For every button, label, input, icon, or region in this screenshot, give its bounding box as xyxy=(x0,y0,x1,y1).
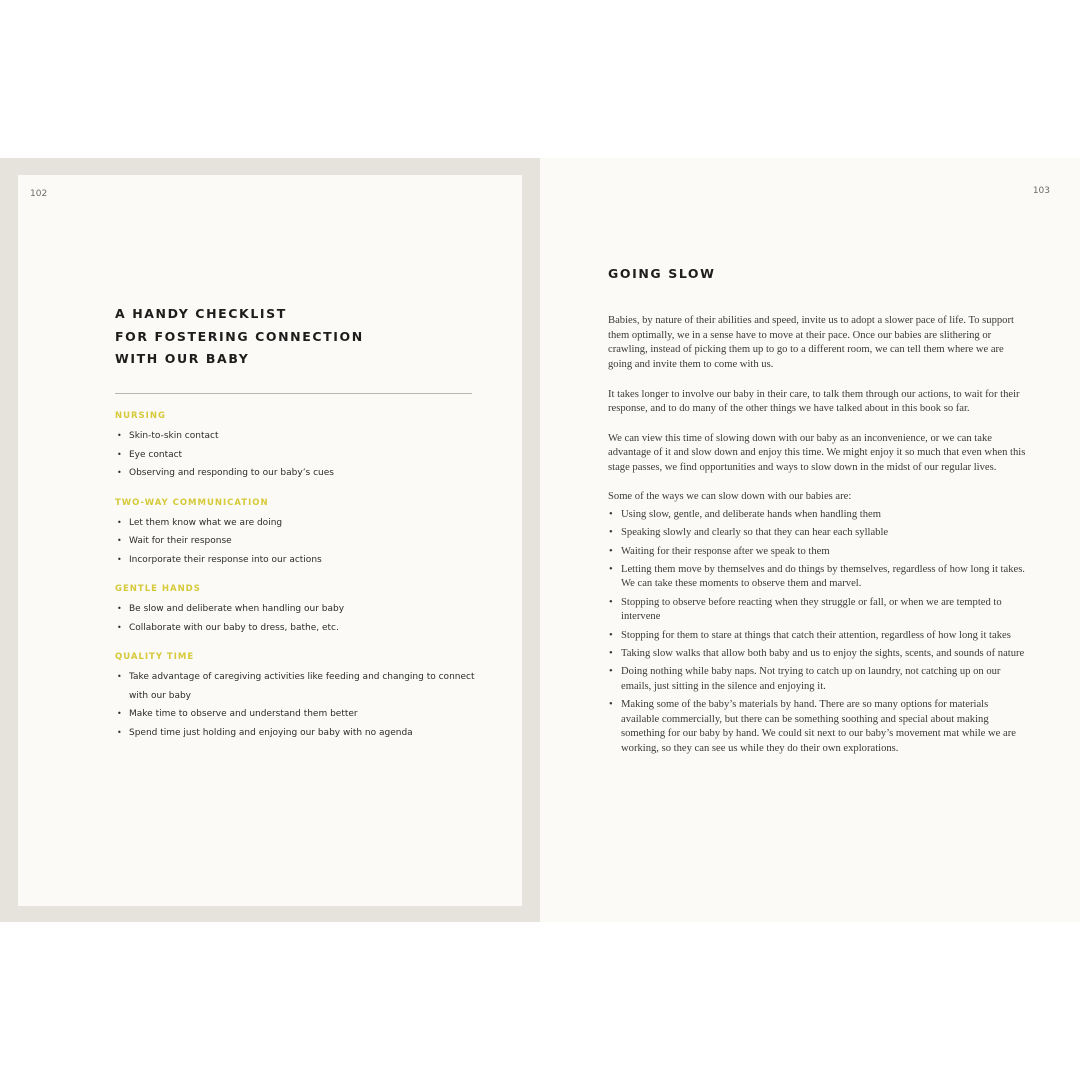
list-item: • Waiting for their response after we speak to them xyxy=(608,545,1028,560)
list-item: • Stopping for them to stare at things that catch their attention, regardless of how long it takes xyxy=(608,629,1028,644)
checklist-item: • Wait for their response xyxy=(115,532,475,551)
checklist-item: • Make time to observe and understand them better xyxy=(115,705,475,724)
list-item: • Doing nothing while baby naps. Not trying to catch up on laundry, not catching up on our emails, just sitting in the silence and enjoying it. xyxy=(608,665,1028,694)
checklist-title-line: WITH OUR BABY xyxy=(115,351,250,366)
page-number-right: 103 xyxy=(1032,186,1050,196)
checklist-title-line: FOR FOSTERING CONNECTION xyxy=(115,328,364,344)
checklist-item: • Spend time just holding and enjoying our baby with no agenda xyxy=(115,724,475,743)
checklist-item: • Skin-to-skin contact xyxy=(115,427,475,446)
paragraph: It takes longer to involve our baby in their care, to talk them through our actions, to wait for their response, and to do many of the other things we have talked about in this book so far. xyxy=(608,388,1020,415)
list-item: • Letting them move by themselves and do things by themselves, regardless of how long it takes. We can take these moments to observe them and marvel. xyxy=(608,563,1028,592)
checklist xyxy=(115,409,475,742)
checklist-title-line: A HANDY CHECKLIST xyxy=(115,306,287,321)
page-number-left: 102 xyxy=(30,189,48,199)
checklist-item: • Collaborate with our baby to dress, bathe, etc. xyxy=(115,619,475,638)
list-intro: Some of the ways we can slow down with our babies are: xyxy=(608,491,852,503)
checklist-item: • Take advantage of caregiving activities like feeding and changing to connect with our baby xyxy=(115,668,475,705)
right-page xyxy=(540,158,1080,922)
section-heading: NURSING xyxy=(115,411,166,421)
section-title: GOING SLOW xyxy=(608,266,716,281)
paragraph: Babies, by nature of their abilities and speed, invite us to adopt a slower pace of life. To support them optimally, we in a sense have to move at their pace. Once our babies are slithering or crawling, instead of picking them up to go to a different room, we can tell them where we are going and invite them to come with us. xyxy=(608,315,1014,371)
checklist-section-gentle-hands xyxy=(115,582,475,637)
checklist-section-quality-time xyxy=(115,650,475,742)
list-item: • Making some of the baby’s materials by hand. There are so many options for materials available commercially, but there can be something soothing and special about making something for our baby by hand. We could sit next to our baby’s movement mat while we are working, so they can see us while they do their own explorations. xyxy=(608,698,1028,757)
slow-down-list xyxy=(608,508,1028,757)
section-heading: TWO-WAY COMMUNICATION xyxy=(115,497,269,508)
checklist-section-nursing xyxy=(115,409,475,483)
title-divider xyxy=(115,393,472,394)
list-item: • Stopping to observe before reacting when they struggle or fall, or when we are tempted to intervene xyxy=(608,596,1028,625)
checklist-item: • Be slow and deliberate when handling our baby xyxy=(115,600,475,619)
list-item: • Speaking slowly and clearly so that they can hear each syllable xyxy=(608,526,1028,541)
checklist-item: • Observing and responding to our baby’s cues xyxy=(115,464,475,483)
body-text xyxy=(608,314,1028,760)
list-item: • Using slow, gentle, and deliberate hands when handling them xyxy=(608,508,1028,523)
list-item: • Taking slow walks that allow both baby and us to enjoy the sights, scents, and sounds of nature xyxy=(608,647,1028,662)
checklist-section-two-way-communication xyxy=(115,496,475,570)
section-heading: GENTLE HANDS xyxy=(115,584,201,594)
checklist-title xyxy=(115,303,455,371)
checklist-item: • Eye contact xyxy=(115,446,475,465)
checklist-item: • Let them know what we are doing xyxy=(115,514,475,533)
checklist-item: • Incorporate their response into our actions xyxy=(115,551,475,570)
paragraph: We can view this time of slowing down with our baby as an inconvenience, or we can take advantage of it and slow down and enjoy this time. We might enjoy it so much that even when this stage passes, we find opportunities and ways to slow down in the midst of our regular lives. xyxy=(608,432,1026,473)
section-heading: QUALITY TIME xyxy=(115,652,195,662)
left-page xyxy=(18,175,522,906)
